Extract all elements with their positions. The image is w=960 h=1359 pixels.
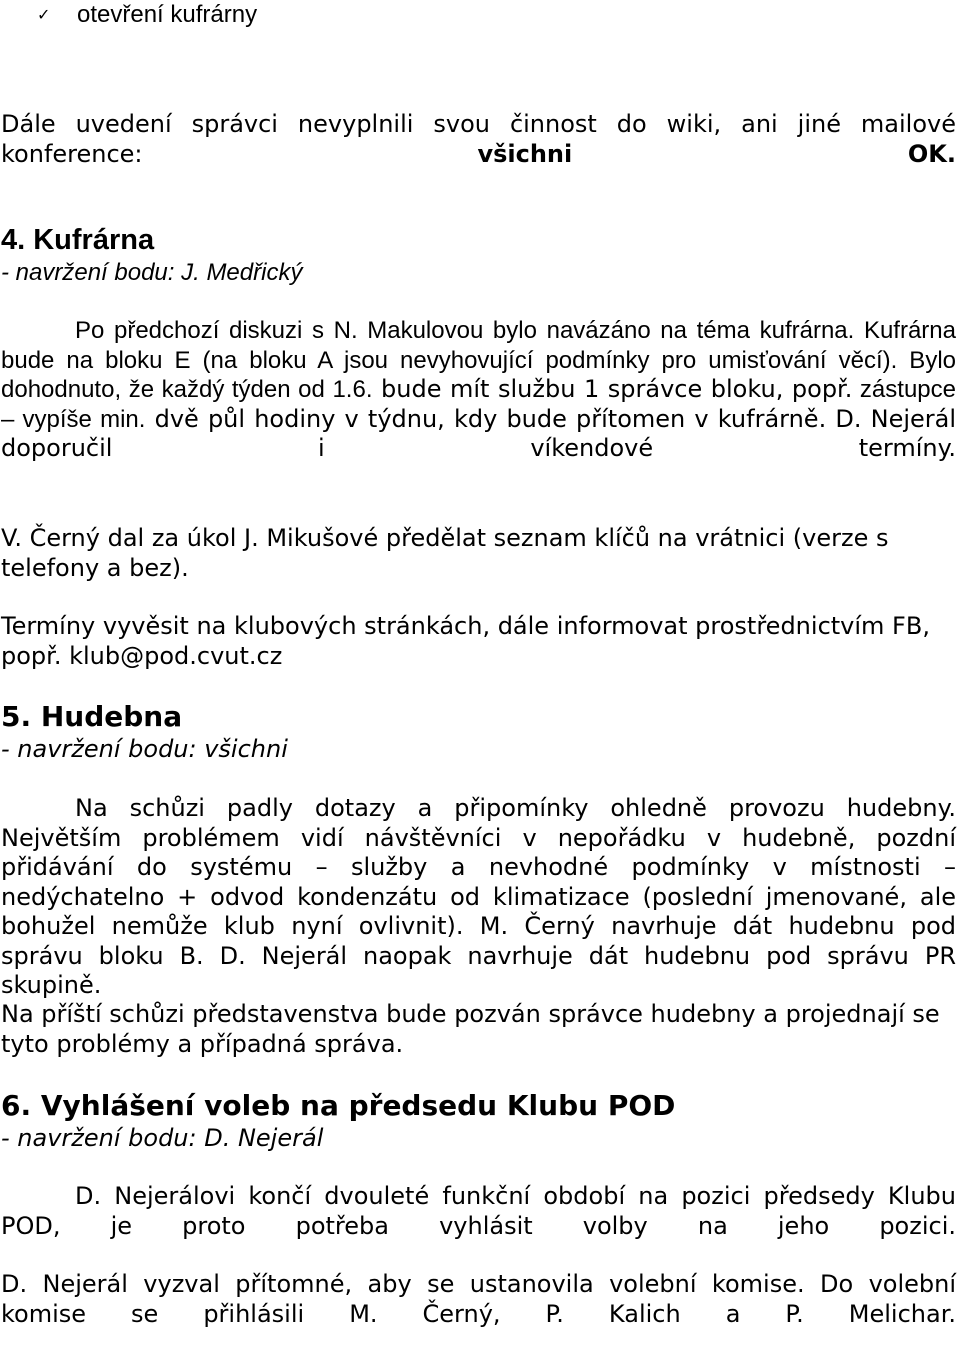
checklist-item [1, 0, 956, 30]
section-5-paragraph-1: Na schůzi padly dotazy a připomínky ohledně provozu hudebny. Největším problémem vidí návštěvníci v nepořádku v hudebně, pozdní přidávání do systému – služby a nevhodné podmínky v místnosti – nedýchatelno + odvod kondenzátu od klimatizace (poslední jmenované, ale bohužel nemůže klub nyní ovlivnit). M. Černý navrhuje dát hudebnu pod správu bloku B. D. Nejerál naopak navrhuje dát hudebnu pod správu PR skupině. [1, 794, 956, 999]
checklist-item-text: otevření kufrárny [77, 1, 258, 28]
section-4-proposer: - navržení bodu: J. Medřický [1, 259, 303, 286]
section-6-paragraph-2: D. Nejerál vyzval přítomné, aby se ustanovila volební komise. Do volební komise se přihlásili M. Černý, P. Kalich a P. Melichar. [1, 1270, 956, 1328]
section-5-heading: 5. Hudebna [1, 700, 183, 733]
section-4-heading: 4. Kufrárna [1, 224, 155, 256]
intro-paragraph: Dále uvedení správci nevyplnili svou činnost do wiki, ani jiné mailové konference: všichni OK. [1, 110, 956, 168]
section-4-paragraph-3: Termíny vyvěsit na klubových stránkách, dále informovat prostřednictvím FB, popř. klub@pod.cvut.cz [1, 612, 930, 670]
section-6-proposer: - navržení bodu: D. Nejerál [1, 1124, 324, 1152]
section-4-paragraph-1: Po předchozí diskuzi s N. Makulovou bylo navázáno na téma kufrárna. Kufrárna bude na bloku E (na bloku A jsou nevyhovující podmínky pro umisťování věcí). Bylo dohodnuto, že každý týden od 1.6. bude mít službu 1 správce bloku, popř. zástupce – vypíše min. dvě půl hodiny v týdnu, kdy bude přítomen v kufrárně. D. Nejerál doporučil i víkendové termíny. [1, 317, 957, 462]
section-4-paragraph-2: V. Černý dal za úkol J. Mikušové předělat seznam klíčů na vrátnici (verze s telefony a bez). [1, 524, 889, 582]
check-bullet-icon: ✓ [37, 5, 51, 24]
section-5-paragraph-2: Na příští schůzi představenstva bude pozván správce hudebny a projednají se tyto problémy a případná správa. [1, 1000, 940, 1058]
intro-bold-text: všichni OK. [477, 139, 956, 168]
section-5-proposer: - navržení bodu: všichni [1, 735, 288, 763]
section-6-heading: 6. Vyhlášení voleb na předsedu Klubu POD [1, 1089, 676, 1122]
section-6-paragraph-1: D. Nejerálovi končí dvouleté funkční období na pozici předsedy Klubu POD, je proto potřeba vyhlásit volby na jeho pozici. [1, 1182, 956, 1240]
